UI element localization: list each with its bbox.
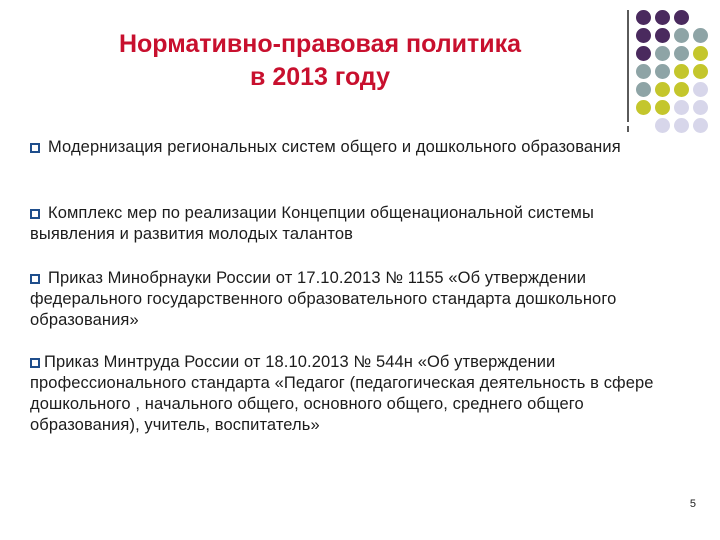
dot-icon (655, 46, 670, 61)
dot-icon (693, 28, 708, 43)
q-box-icon (30, 274, 40, 284)
dot-icon (655, 100, 670, 115)
dot-icon (636, 64, 651, 79)
q-box-icon (30, 358, 40, 368)
dot-icon (693, 118, 708, 133)
bullet-item (30, 203, 680, 245)
dot-icon (674, 100, 689, 115)
dot-icon (636, 10, 651, 25)
decorative-divider-line (627, 10, 629, 122)
dot-icon (674, 64, 689, 79)
page-number: 5 (689, 498, 696, 510)
dot-icon (655, 64, 670, 79)
dot-icon (674, 10, 689, 25)
bullet-text: Комплекс мер по реализации Концепции общенациональной системы выявления и развития молодых талантов (30, 204, 594, 243)
dot-icon (636, 28, 651, 43)
q-box-icon (30, 143, 40, 153)
dot-icon (674, 82, 689, 97)
bullet-item (30, 352, 680, 436)
dot-icon (655, 82, 670, 97)
q-box-icon (30, 209, 40, 219)
dot-icon (674, 28, 689, 43)
bullet-text: Приказ Минтруда России от 18.10.2013 № 544н «Об утверждении профессионального стандарта «Педагог (педагогическая деятельность в сфере дошкольного , начального общего, основного общего, среднего общего образования), учитель, воспитатель» (30, 353, 654, 434)
title-line-1: Нормативно-правовая политика (118, 30, 522, 58)
dot-icon (674, 118, 689, 133)
slide-title (60, 28, 580, 94)
dot-icon (693, 46, 708, 61)
title-line-2: в 2013 году (250, 63, 390, 91)
dot-icon (674, 46, 689, 61)
dot-icon (655, 10, 670, 25)
bullet-text: Приказ Минобрнауки России от 17.10.2013 № 1155 «Об утверждении федерального государственного образовательного стандарта дошкольного образования» (30, 269, 617, 329)
dot-icon (693, 82, 708, 97)
dot-icon (655, 118, 670, 133)
dot-icon (693, 100, 708, 115)
bullet-text: Модернизация региональных систем общего и дошкольного образования (48, 138, 621, 156)
dot-icon (636, 46, 651, 61)
dot-icon (655, 28, 670, 43)
decorative-divider-tick (627, 126, 629, 132)
bullet-item (30, 268, 680, 331)
dot-icon (693, 64, 708, 79)
dot-icon (636, 100, 651, 115)
bullet-item (30, 137, 680, 158)
dot-icon (636, 82, 651, 97)
